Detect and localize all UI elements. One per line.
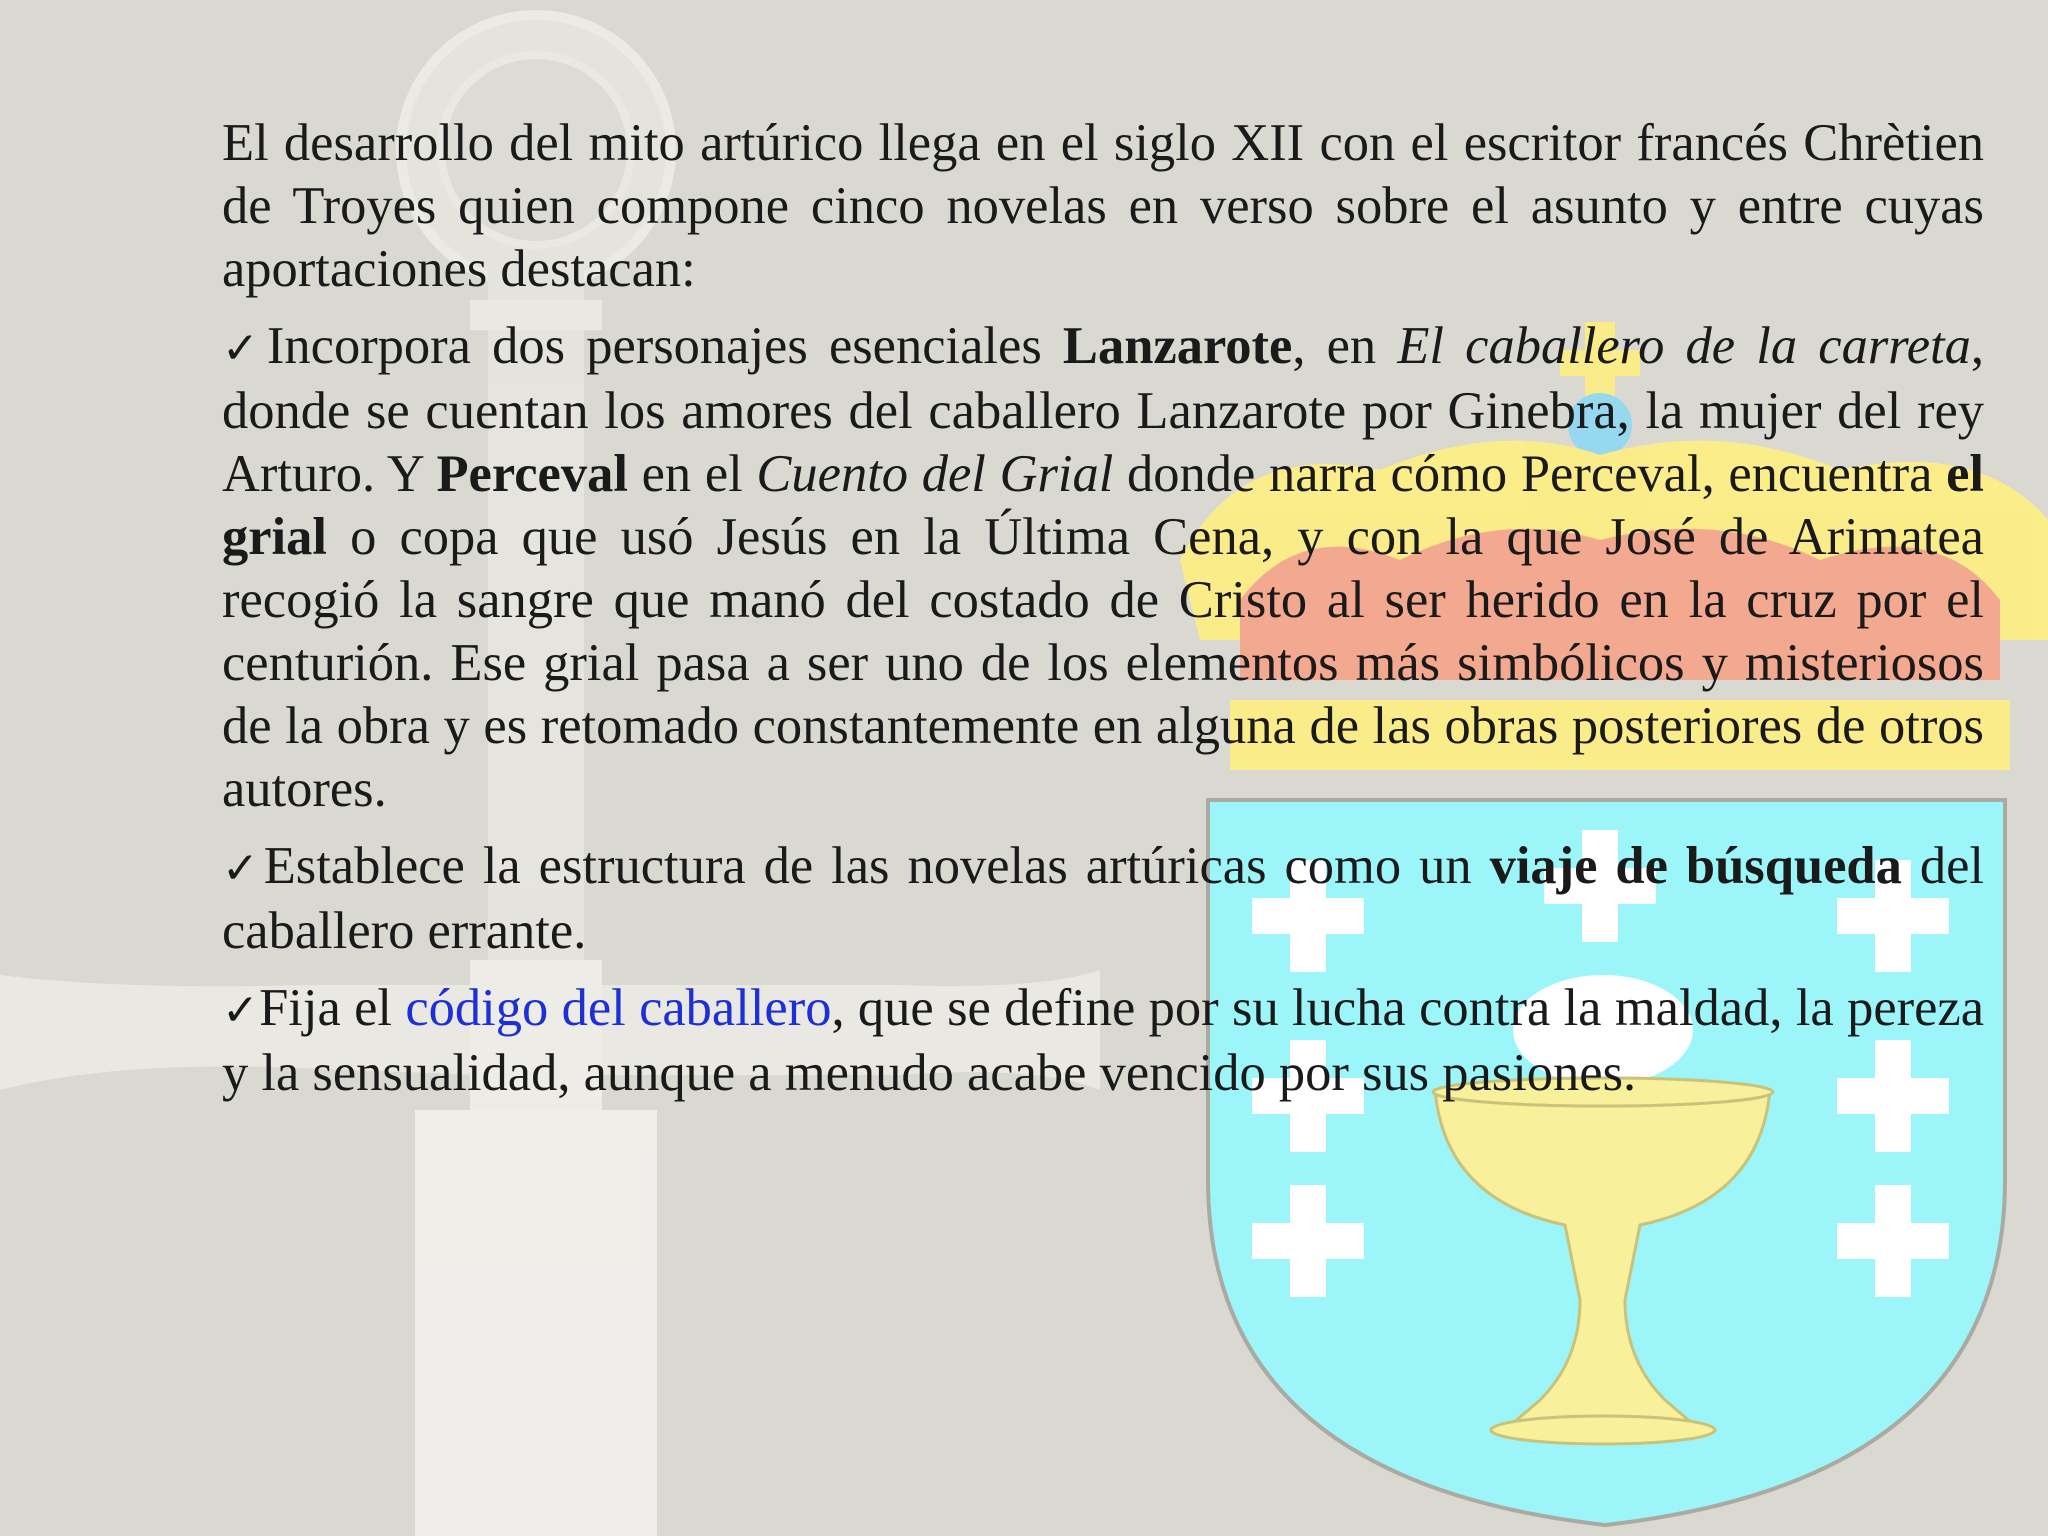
term-perceval: Perceval [436, 445, 628, 503]
bullet-codigo: ✓Fija el código del caballero, que se define por su lucha contra la maldad, la pereza y la sensualidad, aunque a menudo acabe vencido por sus pasiones. [222, 979, 1985, 1102]
term-viaje-busqueda: viaje de búsqueda [1489, 837, 1902, 895]
check-icon: ✓ [222, 323, 267, 374]
title-cuento-grial: Cuento del Grial [756, 445, 1114, 503]
term-lanzarote: Lanzarote [1062, 317, 1293, 375]
slide-text [222, 112, 1984, 1105]
term-grial: el grial [222, 445, 1984, 566]
check-icon: ✓ [222, 843, 264, 894]
title-caballero-carreta: El caballero de la carreta [1397, 317, 1971, 375]
intro-paragraph [222, 112, 1984, 301]
bullet-lanzarote-perceval: ✓Incorpora dos personajes esenciales Lanzarote, en El caballero de la carreta, donde se cuentan los amores del caballero Lanzarote por Ginebra, la mujer del rey Arturo. Y Perceval en el Cuento del Grial donde narra cómo Perceval, encuentra el grial o copa que usó Jesús en la Última Cena, y con la que José de Arimatea recogió la sangre que manó del costado de Cristo al ser herido en la cruz por el centurión. Ese grial pasa a ser uno de los elementos más simbólicos y misteriosos de la obra y es retomado constantemente en alguna de las obras posteriores de otros autores. [222, 317, 1984, 818]
codigo-caballero-link[interactable]: código del caballero [405, 979, 832, 1037]
intro-text: El desarrollo del mito artúrico llega en el siglo XII con el escritor francés Chrètien de Troyes quien compone cinco novelas en verso sobre el asunto y entre cuyas aportaciones destacan: [222, 114, 1984, 298]
bullet-estructura: ✓Establece la estructura de las novelas artúricas como un viaje de búsqueda del caballero errante. [222, 837, 1984, 960]
check-icon: ✓ [222, 985, 260, 1036]
